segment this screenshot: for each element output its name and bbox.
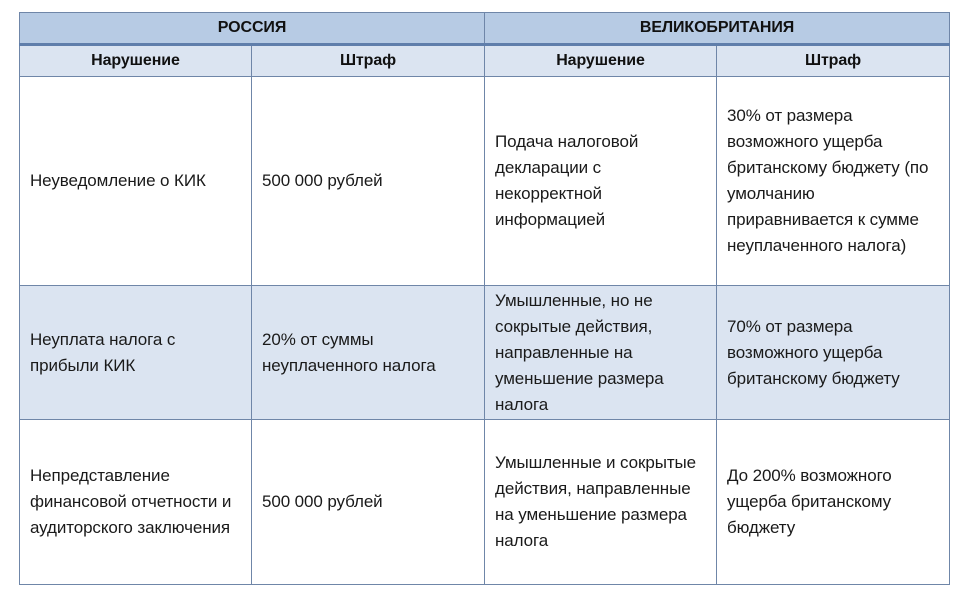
uk-violation-cell [485, 286, 717, 420]
russia-fine-cell [252, 286, 485, 420]
russia-violation-text: Непредставление финансовой отчетности и аудиторского заключения [30, 466, 232, 537]
uk-fine-text: 70% от размера возможного ущерба британскому бюджету [727, 316, 900, 388]
uk-violation-text: Умышленные и сокрытые действия, направленные на уменьшение размера налога [495, 453, 696, 550]
russia-fine-cell [252, 77, 485, 286]
uk-violation-cell [485, 77, 717, 286]
russia-violation-text: Неуплата налога с прибыли КИК [30, 329, 176, 375]
uk-violation-cell [485, 420, 717, 585]
column-header-russia-fine: Штраф [252, 45, 485, 77]
penalties-comparison-table [19, 12, 950, 585]
russia-fine-cell [252, 420, 485, 585]
country-header-uk: ВЕЛИКОБРИТАНИЯ [485, 13, 950, 45]
country-header-russia: РОССИЯ [20, 13, 485, 45]
uk-violation-text: Подача налоговой декларации с некорректной информацией [495, 132, 639, 229]
russia-fine-text: 500 000 рублей [262, 171, 383, 190]
column-header-row [20, 45, 950, 77]
russia-violation-cell [20, 286, 252, 420]
uk-fine-text: 30% от размера возможного ущерба британскому бюджету (по умолчанию приравнивается к сумме неуплаченного налога) [727, 106, 929, 255]
russia-fine-text: 500 000 рублей [262, 492, 383, 511]
uk-fine-cell [717, 420, 950, 585]
uk-fine-cell [717, 77, 950, 286]
russia-violation-cell [20, 420, 252, 585]
table-row [20, 420, 950, 585]
column-header-uk-fine: Штраф [717, 45, 950, 77]
russia-violation-text: Неуведомление о КИК [30, 171, 206, 190]
russia-violation-cell [20, 77, 252, 286]
country-header-row [20, 13, 950, 45]
uk-violation-text: Умышленные, но не сокрытые действия, направленные на уменьшение размера налога [495, 290, 664, 414]
uk-fine-cell [717, 286, 950, 420]
column-header-uk-violation: Нарушение [485, 45, 717, 77]
table-row [20, 77, 950, 286]
uk-fine-text: До 200% возможного ущерба британскому бюджету [727, 466, 892, 537]
table-row [20, 286, 950, 420]
russia-fine-text: 20% от суммы неуплаченного налога [262, 329, 436, 375]
column-header-russia-violation: Нарушение [20, 45, 252, 77]
